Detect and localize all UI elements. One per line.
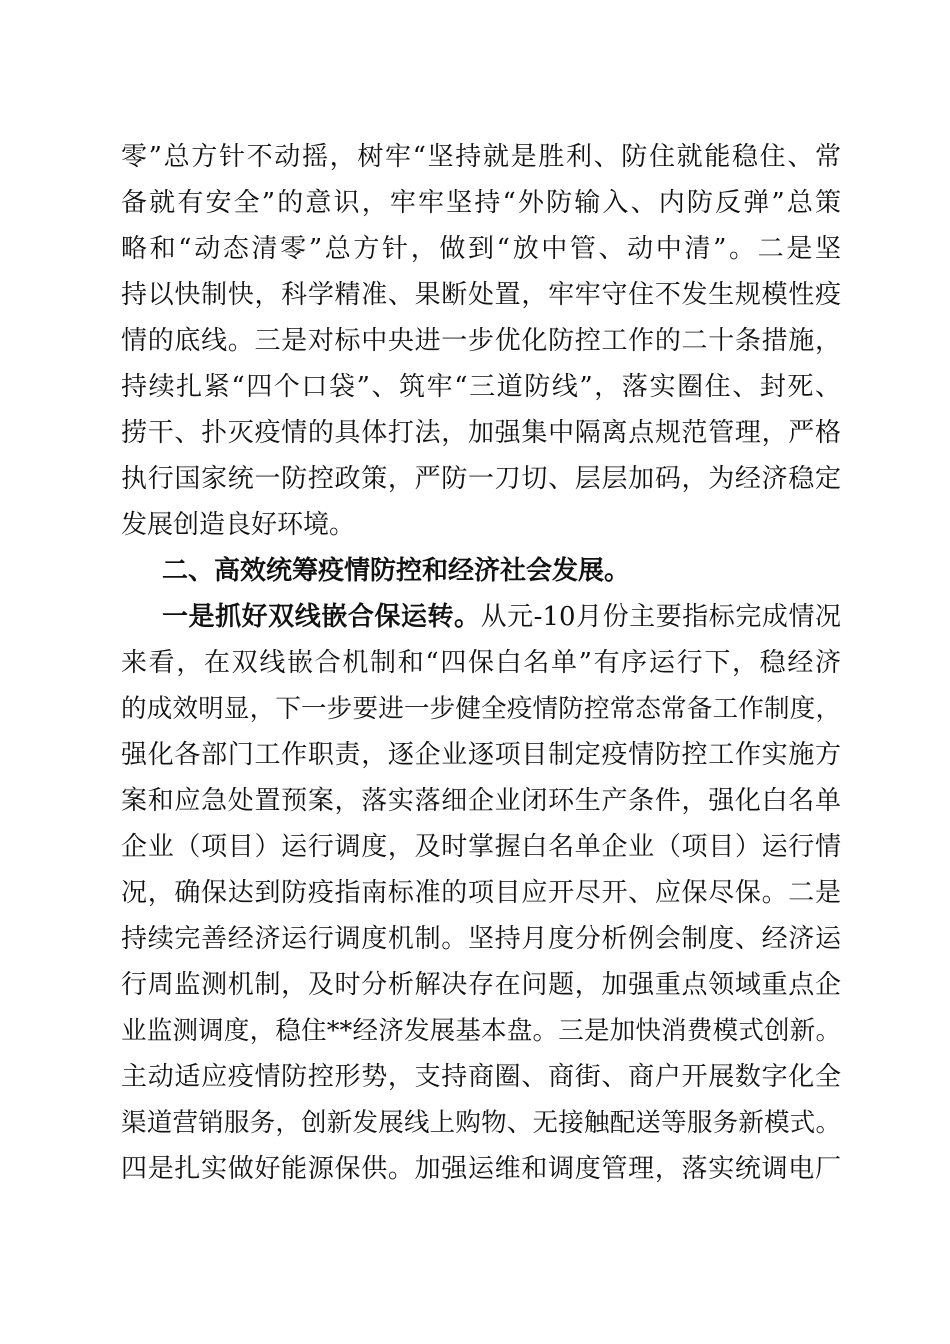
paragraph-line xyxy=(162,594,841,640)
paragraph-line: 的成效明显，下一步要进一步健全疫情防控常态常备工作制度， xyxy=(121,694,841,724)
paragraph-line: 行周监测机制，及时分析解决存在问题，加强重点领域重点企 xyxy=(121,970,841,1000)
paragraph-line: 发展创造良好环境。 xyxy=(121,510,356,540)
paragraph-line: 业监测调度，稳住**经济发展基本盘。三是加快消费模式创新。 xyxy=(121,1016,841,1046)
paragraph-line: 执行国家统一防控政策，严防一刀切、层层加码，为经济稳定 xyxy=(121,464,841,494)
paragraph-line: 四是扎实做好能源保供。加强运维和调度管理，落实统调电厂 xyxy=(121,1154,841,1184)
paragraph-line: 情的底线。三是对标中央进一步优化防控工作的二十条措施， xyxy=(121,326,841,356)
paragraph-line: 持续完善经济运行调度机制。坚持月度分析例会制度、经济运 xyxy=(121,924,841,954)
paragraph-line: 略和“动态清零”总方针，做到“放中管、动中清”。二是坚 xyxy=(121,234,841,264)
paragraph-line: 况，确保达到防疫指南标准的项目应开尽开、应保尽保。二是 xyxy=(121,878,841,908)
paragraph-line: 渠道营销服务，创新发展线上购物、无接触配送等服务新模式。 xyxy=(121,1108,841,1138)
paragraph-line: 备就有安全”的意识，牢牢坚持“外防输入、内防反弹”总策 xyxy=(121,188,841,218)
paragraph-line: 案和应急处置预案，落实落细企业闭环生产条件，强化白名单 xyxy=(121,786,841,816)
paragraph-line: 持以快制快，科学精准、果断处置，牢牢守住不发生规模性疫 xyxy=(121,280,841,310)
paragraph-line: 持续扎紧“四个口袋”、筑牢“三道防线”，落实圈住、封死、 xyxy=(121,372,841,402)
paragraph-line: 来看，在双线嵌合机制和“四保白名单”有序运行下，稳经济 xyxy=(121,648,841,678)
line-text: 从元-10月份主要指标完成情况 xyxy=(480,602,841,632)
paragraph-line: 强化各部门工作职责，逐企业逐项目制定疫情防控工作实施方 xyxy=(121,740,841,770)
paragraph-line: 捞干、扑灭疫情的具体打法，加强集中隔离点规范管理，严格 xyxy=(121,418,841,448)
paragraph-line: 零”总方针不动摇，树牢“坚持就是胜利、防住就能稳住、常 xyxy=(121,142,841,172)
paragraph-line: 主动适应疫情防控形势，支持商圈、商街、商户开展数字化全 xyxy=(121,1062,841,1092)
paragraph-line: 企业（项目）运行调度，及时掌握白名单企业（项目）运行情 xyxy=(121,832,841,862)
section-heading: 二、高效统筹疫情防控和经济社会发展。 xyxy=(162,556,631,586)
lead-phrase: 一是抓好双线嵌合保运转。 xyxy=(162,602,481,632)
